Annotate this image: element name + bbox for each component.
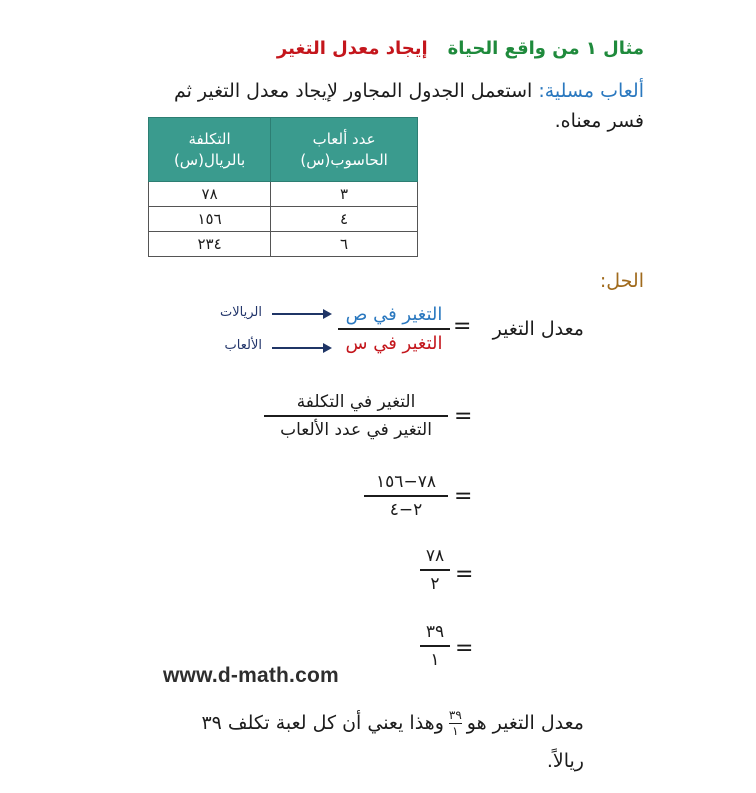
step4-fraction bbox=[420, 622, 450, 670]
table-cell: ٦ bbox=[271, 232, 418, 257]
table-cell: ٣ bbox=[271, 182, 418, 207]
conclusion-text bbox=[164, 704, 584, 780]
solution-label: الحل: bbox=[599, 270, 644, 292]
step2-fraction bbox=[364, 472, 448, 520]
step4-numerator: ٣٩ bbox=[425, 622, 445, 642]
table-row bbox=[149, 232, 418, 257]
definition-fraction bbox=[338, 304, 450, 354]
conclusion-frac-den: ١ bbox=[452, 724, 459, 738]
step1-fraction bbox=[264, 392, 448, 440]
def-denominator: التغير في س bbox=[345, 333, 443, 354]
arrow-right-icon bbox=[323, 343, 332, 353]
example-heading bbox=[277, 38, 644, 59]
rate-of-change-label: معدل التغير bbox=[492, 318, 584, 340]
conclusion-fraction bbox=[449, 709, 462, 738]
example-title: إيجاد معدل التغير bbox=[276, 38, 428, 59]
arrow-line-bottom bbox=[272, 347, 324, 349]
def-numerator: التغير في ص bbox=[345, 304, 443, 325]
step2-denominator: ٢−٤ bbox=[389, 500, 423, 520]
table-cell: ٢٣٤ bbox=[149, 232, 271, 257]
data-table bbox=[148, 117, 418, 257]
table-row bbox=[149, 207, 418, 232]
step3-numerator: ٧٨ bbox=[425, 546, 445, 566]
equals-sign: = bbox=[455, 562, 474, 587]
step3-denominator: ٢ bbox=[430, 574, 440, 594]
conclusion-after: وهذا يعني أن كل لعبة تكلف ٣٩ ريالاً. bbox=[201, 712, 584, 772]
annotation-games: الألعاب bbox=[224, 338, 262, 353]
table-header-games bbox=[271, 118, 418, 182]
table-row bbox=[149, 182, 418, 207]
equals-sign: = bbox=[453, 314, 472, 339]
step1-numerator: التغير في التكلفة bbox=[296, 392, 416, 412]
header-cost-line1: التكلفة bbox=[188, 129, 231, 148]
table-cell: ٧٨ bbox=[149, 182, 271, 207]
table-header-row bbox=[149, 118, 418, 182]
step3-fraction bbox=[420, 546, 450, 594]
table-cell: ١٥٦ bbox=[149, 207, 271, 232]
problem-label: ألعاب مسلية: bbox=[538, 80, 644, 102]
conclusion-frac-num: ٣٩ bbox=[448, 708, 462, 722]
step4-denominator: ١ bbox=[430, 650, 440, 670]
site-watermark: www.d-math.com bbox=[163, 664, 339, 687]
example-number: مثال ١ من واقع الحياة bbox=[447, 38, 644, 59]
header-games-line1: عدد ألعاب bbox=[312, 129, 376, 148]
problem-text: استعمل الجدول المجاور لإيجاد معدل التغير ثم فسر معناه. bbox=[173, 80, 644, 132]
equals-sign: = bbox=[454, 484, 473, 509]
step1-denominator: التغير في عدد الألعاب bbox=[280, 420, 432, 440]
equals-sign: = bbox=[454, 404, 473, 429]
conclusion-before: معدل التغير هو bbox=[466, 712, 584, 734]
equals-sign: = bbox=[455, 636, 474, 661]
header-games-line2: الحاسوب(س) bbox=[300, 150, 388, 169]
arrow-line-top bbox=[272, 313, 324, 315]
annotation-riyals: الريالات bbox=[220, 305, 262, 320]
step2-numerator: ٧٨−١٥٦ bbox=[376, 472, 436, 492]
table-header-cost bbox=[149, 118, 271, 182]
header-cost-line2: بالريال(س) bbox=[173, 150, 246, 169]
table-cell: ٤ bbox=[271, 207, 418, 232]
arrow-right-icon bbox=[323, 309, 332, 319]
